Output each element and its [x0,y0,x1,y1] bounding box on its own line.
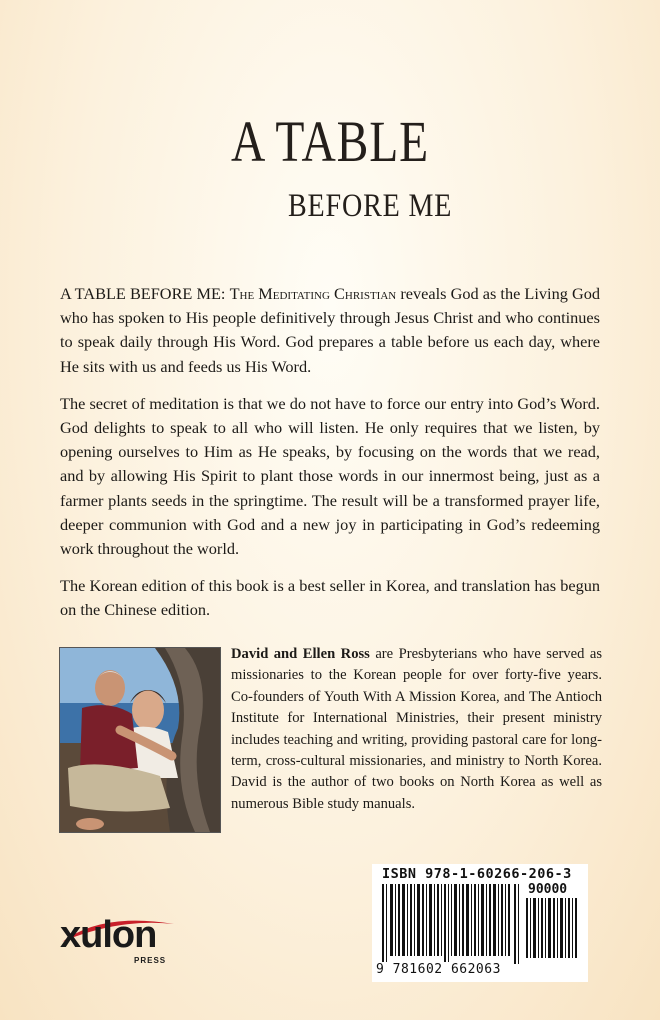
author-bio [231,644,602,815]
publisher-logo [52,914,182,968]
book-description [60,282,600,636]
publisher-name: xulon [60,914,157,956]
description-title: A TABLE BEFORE ME: [60,284,226,303]
author-bio-text: are Presbyterians who have served as missionaries to the Korean people for over forty-five years. Co-founders of Youth With A Mission Korea, and The Antioch Institute for International Ministries, their present ministry includes teaching and writing, providing pastoral care for long-term, cross-cultural missionaries, and ministry to North Korea. David is the author of two books on North Korea as well as numerous Bible study manuals. [231,646,602,812]
ean-number: 9 781602 662063 [376,962,501,977]
author-photo [59,647,221,833]
description-paragraph-1 [60,282,600,379]
price-code: 90000 [528,882,568,897]
description-paragraph-3: The Korean edition of this book is a best seller in Korea, and translation has begun on the Chinese edition. [60,576,600,620]
price-barcode-bars [524,898,580,958]
author-names: David and Ellen Ross [231,646,370,662]
publisher-tag: PRESS [134,956,167,965]
isbn-label: ISBN 978-1-60266-206-3 [382,866,572,882]
description-paragraph-2: The secret of meditation is that we do not have to force our entry into God’s Word. God delights to speak to all who will listen. He only requires that we listen, by opening ourselves to Him as He speaks, by focusing on the words that we read, and by allowing His Spirit to plant those words in our innermost being, just as a farmer plants seeds in the springtime. The result will be a transformed prayer life, deeper communion with God and a new joy in participating in God’s redeeming work throughout the world. [60,393,600,559]
ean-barcode-bars [380,884,522,964]
book-subtitle: BEFORE ME [288,188,453,224]
book-title: A TABLE [231,109,429,174]
description-text: reveals God as the Living God who has spoken to His people definitively through Jesus Christ and who continues to speak daily through His Word. God prepares a table before us each day, where He sits with us and feeds us His Word. [60,284,601,376]
barcode [372,864,588,982]
description-subtitle: The Meditating Christian [229,284,397,303]
